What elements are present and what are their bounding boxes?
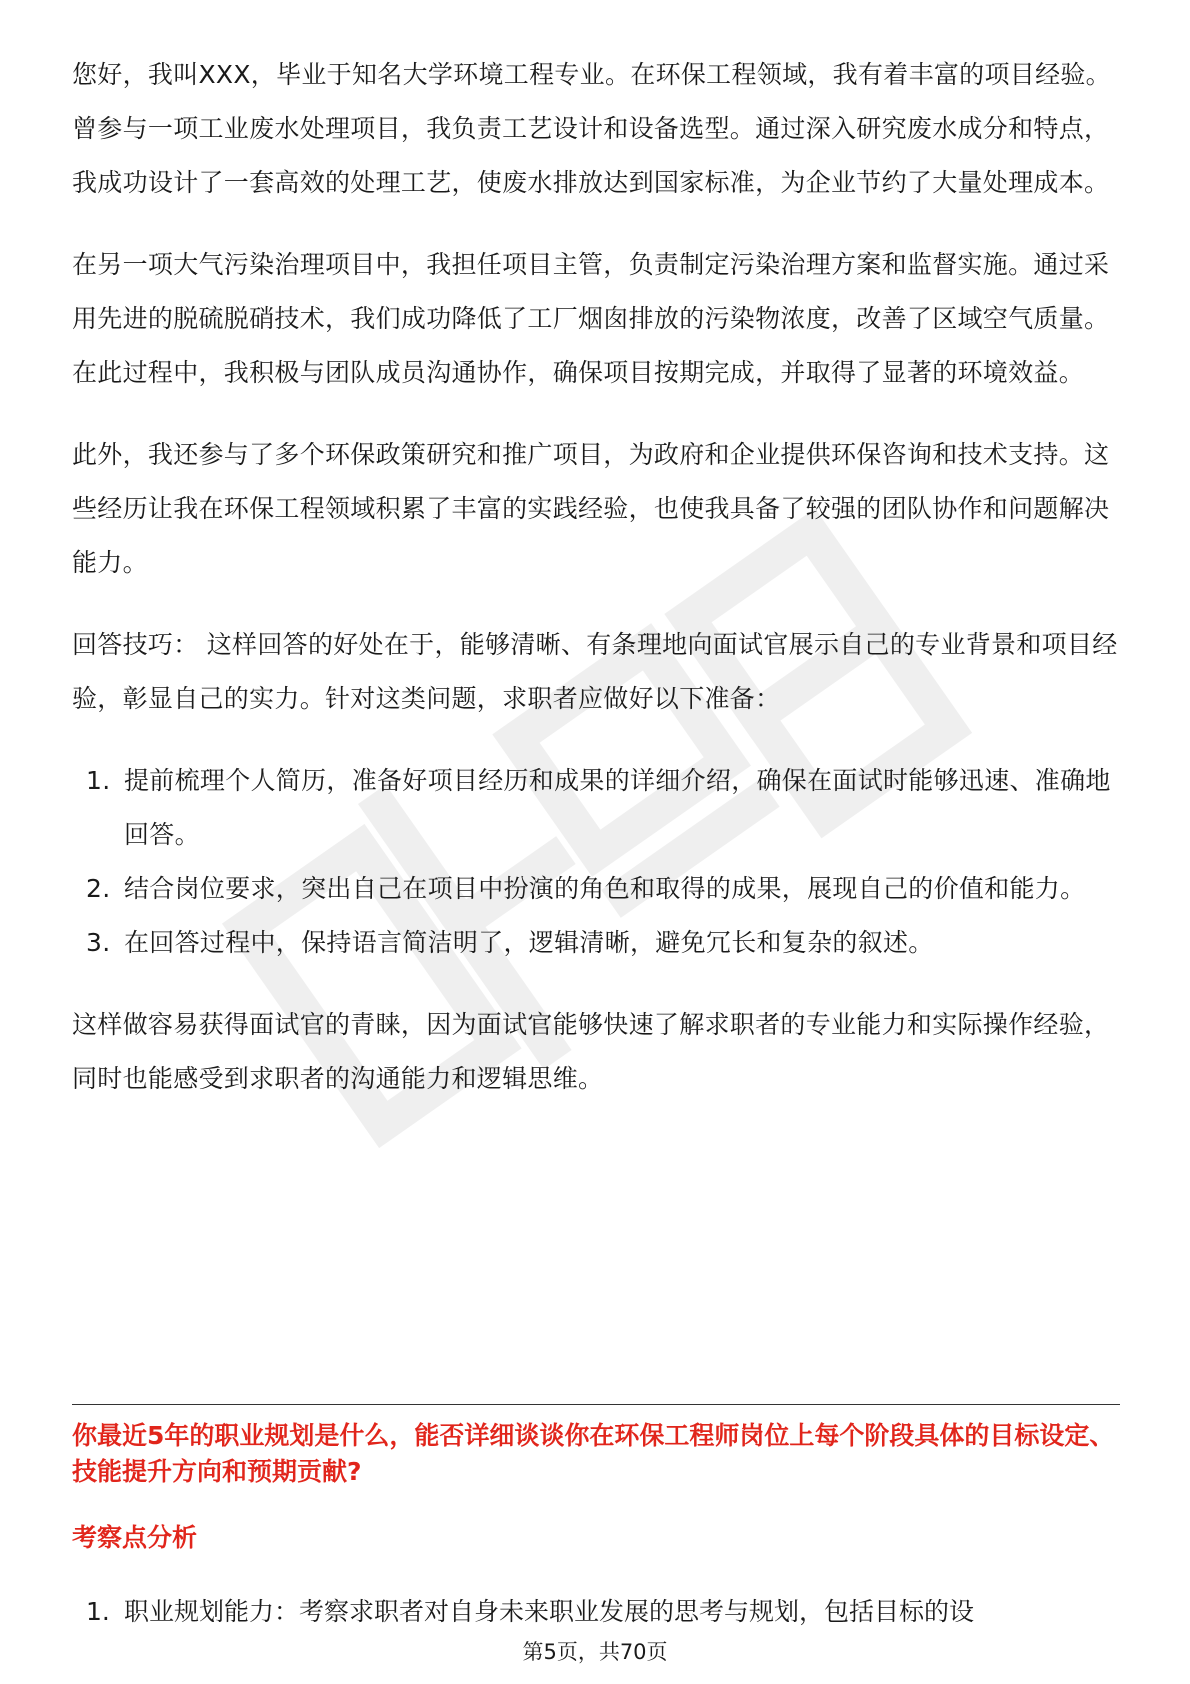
- answer-paragraph-1: 您好，我叫XXX，毕业于知名大学环境工程专业。在环保工程领域，我有着丰富的项目经验。曾参与一项工业废水处理项目，我负责工艺设计和设备选型。通过深入研究废水成分和特点，我成功设计了一套高效的处理工艺，使废水排放达到国家标准，为企业节约了大量处理成本。: [72, 60, 1111, 197]
- list-item-text: 结合岗位要求，突出自己在项目中扮演的角色和取得的成果，展现自己的价值和能力。: [124, 874, 1086, 903]
- answer-paragraph-3: 此外，我还参与了多个环保政策研究和推广项目，为政府和企业提供环保咨询和技术支持。这些经历让我在环保工程领域积累了丰富的实践经验，也使我具备了较强的团队协作和问题解决能力。: [72, 440, 1110, 577]
- list-item: [72, 916, 1120, 970]
- list-item-number: 1.: [86, 766, 111, 795]
- list-item: [72, 1594, 1120, 1630]
- page-body: [72, 48, 1120, 1106]
- answer-tips-intro: 回答技巧： 这样回答的好处在于，能够清晰、有条理地向面试官展示自己的专业背景和项目经验，彰显自己的实力。针对这类问题，求职者应做好以下准备：: [72, 630, 1118, 713]
- list-item: [72, 862, 1120, 916]
- list-item-number: 3.: [86, 928, 111, 957]
- list-item-text: 职业规划能力：考察求职者对自身未来职业发展的思考与规划，包括目标的设: [124, 1597, 975, 1626]
- list-item-number: 1.: [86, 1597, 110, 1626]
- page-footer: 第5页，共70页: [522, 1640, 668, 1664]
- analysis-list: [72, 1594, 1120, 1630]
- list-item-text: 在回答过程中，保持语言简洁明了，逻辑清晰，避免冗长和复杂的叙述。: [124, 928, 934, 957]
- list-item-number: 2.: [86, 874, 111, 903]
- section-divider: [72, 1404, 1120, 1405]
- list-item-text: 提前梳理个人简历，准备好项目经历和成果的详细介绍，确保在面试时能够迅速、准确地回答。: [124, 766, 1111, 849]
- tips-list: [72, 754, 1120, 970]
- list-item: [72, 754, 1120, 862]
- closing-paragraph: 这样做容易获得面试官的青睐，因为面试官能够快速了解求职者的专业能力和实际操作经验，同时也能感受到求职者的沟通能力和逻辑思维。: [72, 1010, 1110, 1093]
- answer-paragraph-2: 在另一项大气污染治理项目中，我担任项目主管，负责制定污染治理方案和监督实施。通过采用先进的脱硫脱硝技术，我们成功降低了工厂烟囱排放的污染物浓度，改善了区域空气质量。在此过程中，我积极与团队成员沟通协作，确保项目按期完成，并取得了显著的环境效益。: [72, 250, 1110, 387]
- analysis-title: 考察点分析: [72, 1523, 198, 1552]
- next-question-heading: 你最近5年的职业规划是什么，能否详细谈谈你在环保工程师岗位上每个阶段具体的目标设定、技能提升方向和预期贡献?: [72, 1421, 1115, 1486]
